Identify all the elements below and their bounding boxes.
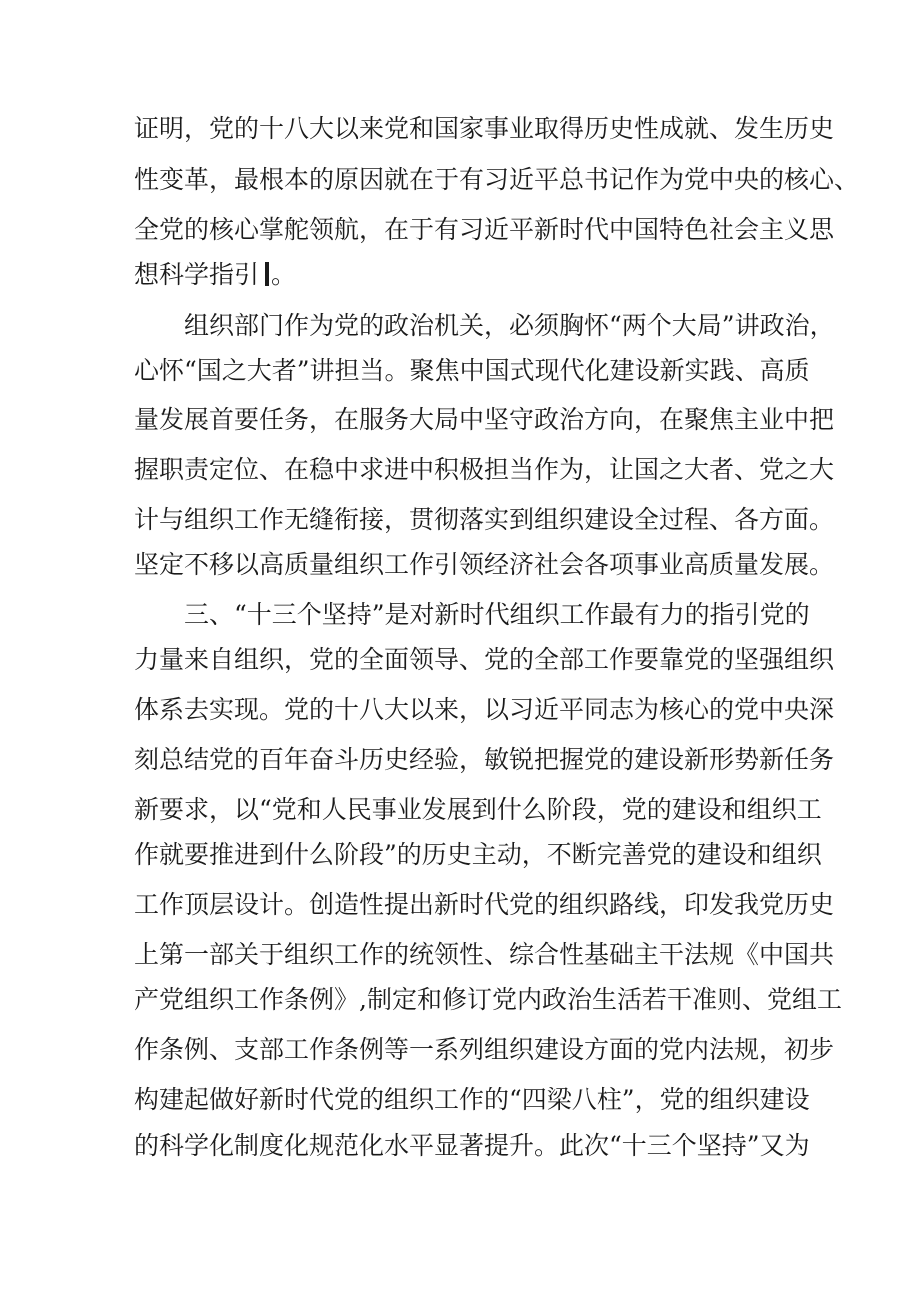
text-line: 力量来自组织，党的全面领导、党的全部工作要靠党的坚强组织	[134, 645, 835, 674]
text-line: 作就要推进到什么阶段”的历史主动，不断完善党的建设和组织	[134, 840, 822, 869]
text-line: 作条例、支部工作条例等一系列组织建设方面的党内法规，初步	[134, 1035, 835, 1064]
text-line: 刻总结党的百年奋斗历史经验，敏锐把握党的建设新形势新任务	[134, 745, 835, 774]
text-line: 坚定不移以高质量组织工作引领经济社会各项事业高质量发展。	[134, 550, 835, 579]
text-line: 心怀“国之大者”讲担当。聚焦中国式现代化建设新实践、高质	[134, 356, 810, 385]
text-fragment: 想科学指引	[134, 260, 260, 289]
text-line: 产党组织工作条例》,制定和修订党内政治生活若干准则、党组工	[134, 985, 842, 1014]
text-line: 工作顶层设计。创造性提出新时代党的组织路线，印发我党历史	[134, 890, 835, 919]
text-line: 组织部门作为党的政治机关，必须胸怀“两个大局”讲政治，	[184, 311, 835, 340]
text-line: 新要求，以“党和人民事业发展到什么阶段，党的建设和组织工	[134, 795, 822, 824]
text-line: 上第一部关于组织工作的统领性、综合性基础主干法规《中国共	[134, 940, 835, 969]
text-line: 证明，党的十八大以来党和国家事业取得历史性成就、发生历史	[134, 114, 835, 143]
text-line: 量发展首要任务，在服务大局中坚守政治方向，在聚焦主业中把	[134, 405, 835, 434]
text-line: 构建起做好新时代党的组织工作的“四梁八柱”，党的组织建设	[134, 1085, 810, 1114]
text-line: 全党的核心掌舵领航，在于有习近平新时代中国特色社会主义思	[134, 215, 835, 244]
text-line: 的科学化制度化规范化水平显著提升。此次“十三个坚持”又为	[134, 1131, 810, 1160]
text-line: 性变革，最根本的原因就在于有习近平总书记作为党中央的核心、	[134, 165, 860, 194]
text-line: 计与组织工作无缝衔接，贯彻落实到组织建设全过程、各方面。	[134, 505, 835, 534]
text-fragment: 。	[271, 260, 297, 289]
text-cursor-mark	[265, 262, 269, 286]
text-line: 体系去实现。党的十八大以来，以习近平同志为核心的党中央深	[134, 695, 835, 724]
text-line: 握职责定位、在稳中求进中积极担当作为，让国之大者、党之大	[134, 455, 835, 484]
text-line	[134, 255, 794, 295]
text-line: 三、“十三个坚持”是对新时代组织工作最有力的指引党的	[184, 600, 810, 629]
